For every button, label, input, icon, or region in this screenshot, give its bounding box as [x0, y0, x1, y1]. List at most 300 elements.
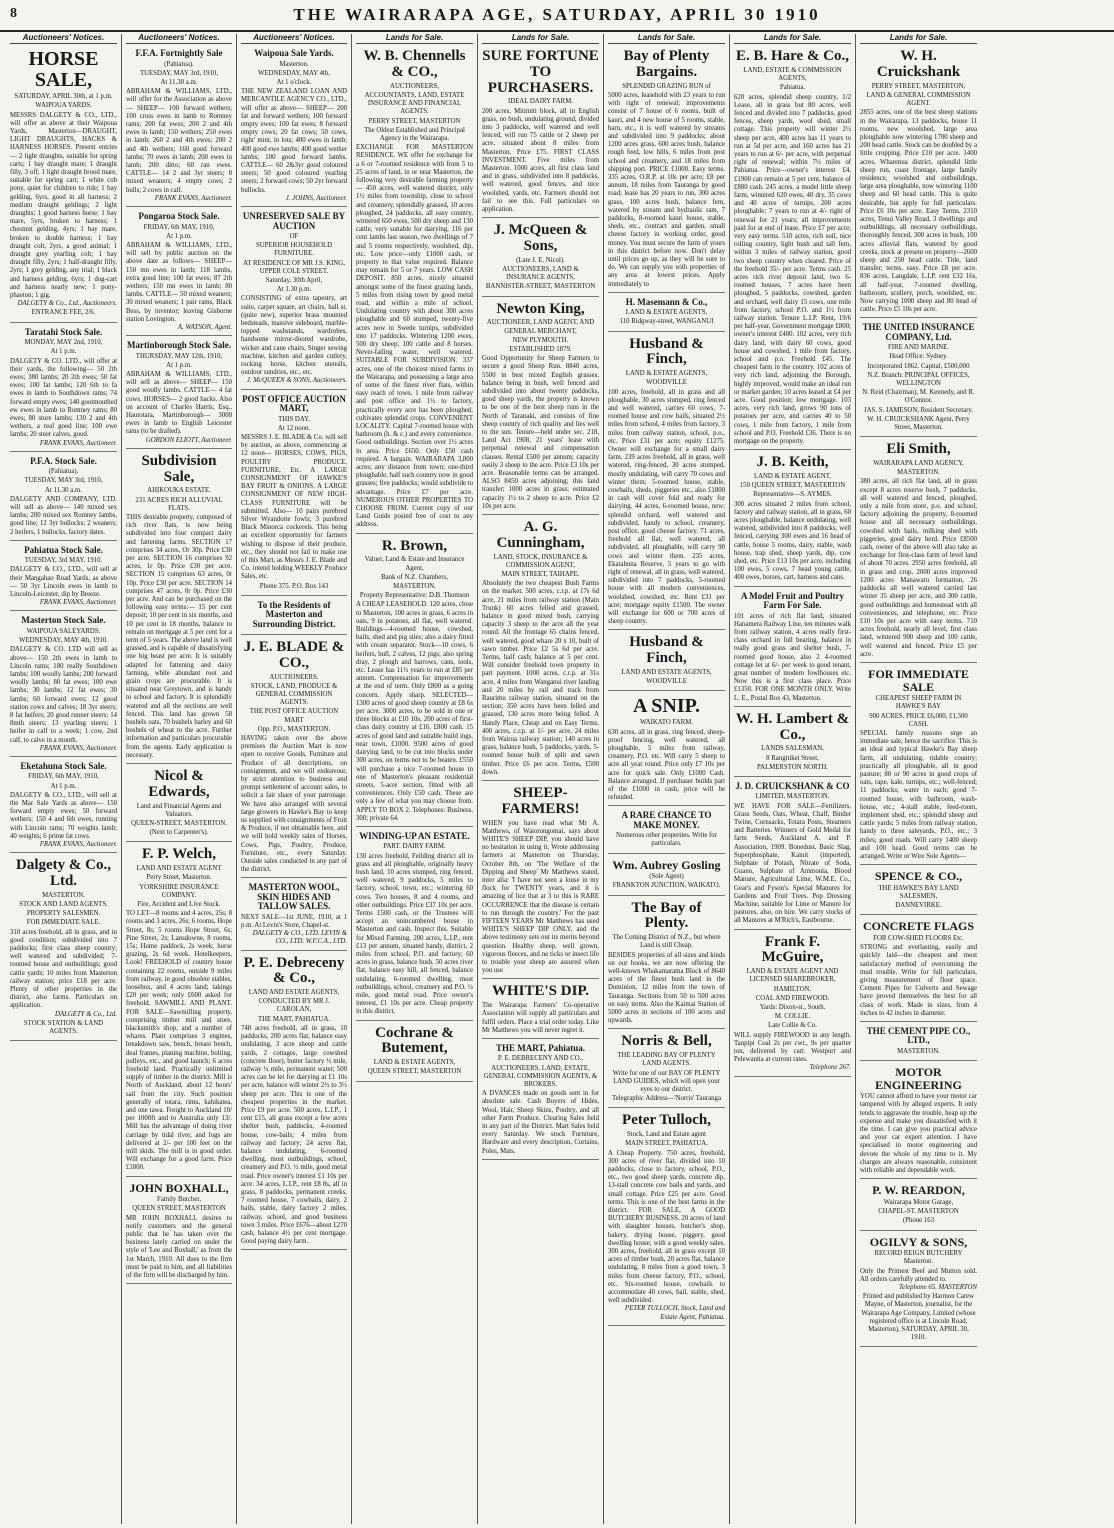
ad-signature: Telephone 267.	[809, 1064, 851, 1072]
advertisement	[241, 209, 347, 390]
ad-body: Absolutely the two cheapest Bush Farms on the market. 500 acres, c.r.p. at 17s 6d acre, 21 miles from railway station (Main Trunk) 60 acres felled and grassed, balance in good mixed bush, carrying capacity 3 sheep to the acre all the year round. All the frontage 65 chains fenced, well watered, good whare 20 x 10, built of sawn timber. Price £2 5s 6d per acre. Terms, half cash; balance at 5 per cent. Will consider freehold town property in part payment. 1000 acres, c.r.p. at 31s acre, 4 miles from Wanganui river landing and 20 miles by rail and track from Raurimu railway station, situated on the section; 350 acres have been felled and grassed, 130 acres more being felled. A Handy Place, Cheap and on Easy Terms. 400 acres, c.r.p. at 1/- per acre, 24 miles from Wairoa railway station; 140 acres in grass, balance bush, 5 paddocks, yards, 5-roomed house built of split and sawn timber. Price £6 per acre. Terms, £500 down.	[482, 580, 599, 776]
ad-body: CONSISTING of extra tapestry, art suite, carpet square, art chairs, hall st. (quite new), superior brass mounted bedsteads, massive sideboard, marble-topped washstands, wardrobes, handsome mirror-doored wardrobe, wicker and cane chairs, Singer sewing machine, kitchen and garden cutlery, rocking horse, kitchen utensils, outdoor sundries, etc., etc.	[241, 295, 347, 377]
advertisement	[10, 325, 117, 452]
ad-subline: Head Office: Sydney.	[889, 353, 948, 361]
ad-subline: At 1 p.m.	[50, 348, 77, 356]
advertisement	[608, 46, 725, 293]
ad-title: Waipoua Sale Yards.	[254, 48, 334, 59]
ad-body: 748 acres freehold, all in grass, 10 paddocks, 200 acres flat, balance easy undulating, 3 acre sheep and cattle yards, 2 cottages, large cowshed (concrete floor), butter factory ½ mile, railway ¼ mile, permanent water; 500 acres can be let for dairying at £1 10s per acre, balance will winter 2½ to 3½ sheep per acre. This is one of the cheapest properties in the market. Price £9 per acre. 500 acres, L.I.P., 1 cent £15, all grass except a few acres shelter bush, paddocks, 4-roomed house, cow-bails; 4 miles from railway and factory; 24 acres flat, balance undulating, 6-roomed dwelling, most outbuildings, school, creamery and P.O. ½ mile, good metal road. Price owner's interest £1 10s per acre. 34 acres, L.I.P., rent £8 8s, all in grass, 8 paddocks, permanent creeks, 7 roomed house, 7 cowbails, dairy, 2 bails, stable, dairy factory 2 miles, railway, school, and good business town 3 miles. Price £676—about £270 cash, balance 4½ per cent mortgage. Good paying dairy farm.	[241, 1024, 347, 1246]
ad-title: E. B. Hare & Co.,	[735, 48, 850, 65]
ad-body: ABRAHAM & WILLIAMS, LTD., will offer for the Association as above— SHEEP— 100 forward wethers; 100 cross ewes in lamb to Romney rams; 200 fat ewes; 200 2 and 4th ewes in lamb; 150 wethers; 250 ewes in lamb; 260 2 and 4th ewes; 200 2 and 4th wethers; 160 good forward lambs; 70 ewes in lamb; 200 ewes in lamb; 200 ditto; 60 ran ewes. CATTLE— 14 2 and 3yr steers; 8 mixed weaners; 4 empty cows; 2 bulls; 2 cows in calf.	[126, 88, 232, 194]
ad-subline: Family Butcher,	[157, 1196, 201, 1204]
advertisement	[608, 632, 725, 691]
ad-subline: LAND & ESTATE AGENTS,	[625, 309, 708, 317]
ad-subline: LAND AND ESTATE AGENTS,	[621, 668, 712, 676]
ad-subline: AT RESIDENCE OF MR J.S. KING, UPPER COLE STREET.	[243, 259, 345, 275]
advertisement	[608, 1110, 725, 1325]
ad-body: 380 acres, all rich flat land, all in grass except 8 acres reserve bush, 7 paddocks, all well watered and fenced, ploughed, only a mile from store, p.o. and school, factory adjoining the property, 8-roomed house and all necessary outbuildings, cowshed with bails, milking shed with piggeries, good dairy herd. Price £8500 cash, owner of the above will also take as exchange for first-class farm of level land of about 70 acres. 2950 acres freehold, all in grass and crop, 2000 acres improved 1200 acres Manawatu formation, 26 paddocks all well watered carried last winter 35 sheep per acre, and 300 cattle, good outbuildings and homestead with all conveniences, and telephone, etc. Price £10 10s per acre with easy terms. 710 acres freehold, nearly all level, first class land, wintered 900 sheep and 100 cattle, well watered and fenced. Price £5 per acre.	[860, 478, 977, 658]
advertisement	[126, 209, 232, 336]
ad-subline: The Oldest Established and Principal Agency in the Wairarapa.	[364, 126, 465, 142]
advertisement	[482, 46, 599, 218]
ad-subline: MAIN STREET, TAIHAPE.	[501, 570, 580, 578]
ad-subline: HAMILTON.	[773, 985, 812, 993]
ad-subline: TUESDAY, 3rd MAY, 1910.	[24, 557, 103, 565]
ad-title: J. B. Keith,	[756, 454, 829, 471]
advertisement	[356, 1023, 473, 1082]
ad-title: Taratahi Stock Sale.	[24, 326, 103, 337]
ad-title: HORSE SALE,	[28, 48, 99, 92]
advertisement	[126, 338, 232, 449]
ad-title: J. D. CRUICKSHANK & CO	[735, 780, 850, 791]
ad-title: Newton King,	[496, 300, 585, 317]
ad-subline: MONDAY, MAY 2nd, 1910,	[24, 339, 103, 347]
ad-subline: At 1.30 p.m.	[276, 286, 312, 294]
ad-title: Eketahuna Stock Sale.	[20, 760, 107, 771]
ad-title: F. P. Welch,	[141, 846, 217, 863]
ad-subline: NEW PLYMOUTH.	[512, 336, 569, 344]
ad-subline: AUCTIONEERS, LAND & INSURANCE AGENTS,	[502, 266, 579, 282]
page-number: 8	[10, 6, 17, 21]
ad-subline: PART. DAIRY FARM.	[383, 843, 446, 851]
column-6	[603, 34, 729, 1524]
ad-subline: At 1 p.m.	[166, 232, 192, 240]
advertisement	[482, 220, 599, 296]
advertisement	[356, 46, 473, 533]
advertisement	[608, 693, 725, 806]
ad-subline: MASTERTON.	[393, 583, 436, 591]
ad-subline: THE LEADING BAY OF PLENTY LAND AGENTS.	[617, 1052, 716, 1068]
ad-subline: Valuer, Land & Estate and Insurance Agent,	[364, 556, 465, 572]
ad-title: Martinborough Stock Sale.	[126, 340, 232, 351]
ad-title: Pongaroa Stock Sale.	[138, 211, 220, 222]
advertisement	[482, 1041, 599, 1160]
ad-subline: 8 Rangitikei Street,	[766, 754, 819, 762]
ad-subline: THE HAWKE'S BAY LAND SALESMEN,	[878, 884, 959, 900]
ad-subline: LAND & ESTATE AGENTS,	[625, 370, 708, 378]
advertisement	[10, 613, 117, 756]
ad-title: Eli Smith,	[886, 441, 951, 458]
ad-body: SPECIAL family reasons urge an immediate sale, hence the sacrifice. This is an ideal and typical Hawke's Bay sheep farm, all undulating, ridable country; practically all ploughable, all in good pasture; 80 or 90 acres in good crops of oats, rape, kale, turnips, etc.; well-fenced; 11 paddocks; water in each; good 7-roomed house, with bathroom, wash-house, etc.; 4-stall stable, feed-room, implement shed, etc.; splendid sheep and cattle yards; 5 miles from railway station, handy to three saleyards, P.O., etc.; 3 miles; good roads. Will carry 1400 sheep and 100 head. Good terms can be arranged. Write or Wire Sole Agents—	[860, 729, 977, 860]
ad-subline: WAIPOUA YARDS.	[35, 102, 92, 110]
advertisement	[860, 665, 977, 865]
ad-subline: WOODVILLE	[646, 379, 687, 387]
ad-subline: P. E. DEBRECENY AND CO.,	[497, 1055, 584, 1063]
ad-body: 300 acres situated 2 miles from school, factory and railway station, all in grass, 60 acres ploughable, balance undulating, well watered, subdivided into 8 paddocks, well fenced, carrying 300 ewes and 16 head of cattle, house 5 rooms, dairy, stable, wash house, trap shed, sheep yards, dip, cow shed, etc. Price £13 10s per acre, including 100 ewes, 5 cows, 7 head young cattle, 400 ewes, horses, cart, harness and cans.	[734, 500, 851, 582]
advertisement	[734, 589, 851, 707]
ad-subline: Late Collie & Co.	[768, 1022, 817, 1030]
ad-body: TO LET—8 rooms and 4 acres, 25s; 8 rooms and 3 acres, 26s; 6 rooms, Hope Street, 8s; 5 rooms Hope Street, 6s; Pine Street, 2s; Lansdowne, 8 rooms, 15s; Home paddock, 2s week; horse grazing, 2s 6d week. Hotelkeepers, Look! FREEHOLD of country house containing 22 rooms, outside 9 miles from railway, in good obsolete stables, loosebox, and 4 acres land; takings £20 per week; only £600 asked for freehold. SAWMILL AND PLANT. FOR SALE—Sawmilling property, comprising timber mill and store, blacksmith's shop, and a number of whares. Plant comprises 3 engines, breakdown saw, bench, breast bench, deal frames, planing machine, bolting, pulleys, etc., and good launch; 6 acres freehold land. Practically unlimited supply of timber in the district. Mill is North of Auckland, about 12 hours' sail from the city. Such position generally of totara, rimu, kahikatea, and one tawa. Freight to Auckland 10/ per 1000ft and to Australia only 13/. Mill has the advantage of doing river carriage by tidal river, and logs are delivered at 2/- per 100 feet on the mill skids. The mill is in good order. Will exchange for a good farm. Price £1800.	[126, 910, 232, 1172]
ad-footnote: STOCK STATION & LAND AGENTS.	[23, 1019, 104, 1035]
ad-title: Subdivision Sale,	[141, 452, 217, 485]
ad-subline: CHAPEL-ST. MASTERTON	[878, 1208, 959, 1216]
advertisement	[860, 320, 977, 437]
advertisement	[860, 1181, 977, 1230]
ad-body: 5000 acres, leasehold with 23 years to run with right of renewal; improvements consist of 7 house of 6 rooms, built of kauri, and 4 new house of 5 rooms, stable, barn, etc., it is well watered by streams and subdivided into 9 paddocks; about 1200 acres grass, 600 acres bush, balance rough feed, low hills, 6 miles from post school and creamery, and 18 miles from shipping port. PRICE £1000. Easy terms. 335 acres, O.R.P. at 10s per acre; £8 per annum, 18 miles from Tauranga by good road; lease has 20 years to run, 300 acres grass, 100 acres bush, balance fern, watered by stream and hydraulic ram, 7 paddocks, 8-roomed kauri house, stable, sheds, etc., contract and garden, small cheese factory in working order, good money. You must secure the farm of yours in this district before now. Don't delay until prices go up, as they will be sure to do. We can supply you with properties of any area at lowest prices. Apply immediately to	[608, 91, 725, 288]
advertisement	[860, 917, 977, 1022]
advertisement	[241, 637, 347, 878]
ad-subline: PROPERTY SALESMEN.	[26, 910, 101, 918]
ad-title: J. E. BLADE & CO.,	[243, 639, 345, 671]
ad-title: MOTOR ENGINEERING	[875, 1065, 962, 1092]
ad-title: A RARE CHANCE TO MAKE MONEY.	[621, 810, 712, 830]
ad-title: Bay of Plenty Bargains.	[623, 48, 710, 80]
advertisement	[241, 46, 347, 207]
ad-body: ABRAHAM & WILLIAMS, LTD., will sell as above— SHEEP— 150 good woolly lambs. CATTLE— 4 fat cows. HORSES— 2 good hacks. Also on account of Charles Harris, Esq., Hautotara, Martinborough— 3000 ewes in lamb to English Leicester rams (to be drafted).	[126, 371, 232, 436]
newspaper-title: THE WAIRARAPA AGE, SATURDAY, APRIL 30 1910	[293, 5, 821, 24]
ad-subline: FRIDAY, 6th MAY, 1910,	[143, 223, 215, 231]
ad-subline: QUEEN-STREET, MASTERTON.	[131, 819, 227, 827]
ad-subline: PERRY STREET, MASTERTON	[368, 117, 461, 125]
ad-body: 130 acres freehold, Feilding district all in grass and all ploughable, originally heavy bush land, 10 acres stumped, ring fenced, well watered, 9 paddocks, 5 miles to factory, school, town, etc.; wintering 60 cows. Two houses, 8 and 4 rooms, and other outbuildings. Price £37 10s per acre. Terms £500 cash, or the Trustees will accept an unincumbered house in Masterton and cash. Inspect this. Suitable for Mixed Farming. 200 acres, L.I.P., rent £13 per annum, situated handy, district, 2 miles from school, P.O. and factory; 60 acres in grass, balance bush. 50 acres river flat, balance easy hill, all fenced, balance undulating, 6-roomed dwelling, most outbuildings, school, creamery and P.O. ½ mile, good metal road. Price owner's interest, £1 10s per acre. Cheap property in this district.	[356, 852, 473, 1016]
ad-title: P.F.A. Stock Sale.	[30, 455, 97, 466]
ad-title: J. McQueen & Sons,	[493, 222, 588, 255]
ad-signature: GORDON ELIOTT, Auctioneer.	[145, 436, 232, 444]
advertisement	[241, 392, 347, 596]
ad-subline: LAND & ESTATE AGENT AND LICENSED SHAREBROKER,	[746, 968, 839, 984]
ad-title: THE CEMENT PIPE CO., LTD.,	[866, 1026, 971, 1046]
ad-subline: (Pahiatua).	[48, 468, 79, 476]
advertisement	[126, 1179, 232, 1285]
ad-body: WILL supply FIREWOOD in any length. Tanpipi Coal 2s per cwt., 9s per quarter ton, delivered by cart. Westport and Pelewanita at current rates.	[734, 1031, 851, 1064]
ad-signature: J. JOHNS, Auctioneer.	[285, 194, 347, 202]
ad-title: A SNIP.	[632, 695, 701, 718]
column-header: Auctioneers' Notices.	[10, 34, 117, 44]
ad-title: Dalgety & Co., Ltd.	[16, 857, 111, 889]
ad-title: Nicol & Edwards,	[148, 768, 210, 800]
ad-subline: WEDNESDAY, MAY 4th,	[257, 69, 330, 77]
ad-subline: FOR COW-SHED FLOORS Etc.	[873, 934, 964, 942]
ad-subline: Numerous other properties. Write for particulars.	[616, 832, 717, 848]
ad-subline: WAIRARAPA LAND AGENCY,	[873, 460, 964, 468]
ad-title: UNRESERVED SALE BY AUCTION	[242, 211, 346, 231]
ad-body: 620 acres, splendid sheep country, 1/2 Lease, all in grass but 80 acres, well fenced and divided into 7 paddocks, good fences, sheep yards, wool shed, small cottage. This property will winter 2½ sheep per acre, 400 acres has 11 years to run at 5d per acre, and 160 acres has 21 years to run at 6/- per acre, with perpetual right of renewal; within 7½ miles of Pahiatua. Price—owner's interest £4, £1900 can remain at 5 per cent, balance of £880 cash. 245 acres, a model little sheep farm, wintered 620 ewes, 40 dry, 35 cows and 40 acres of turnips, 200 acres ploughable; 7 years to run at 4/- right of renewal for 21 years; all improvements paid for at end of lease. Price £7 per acre; very easy terms. 510 acres, rich soil, nice rolling country, light bush and tall fern, within 3 miles of railway station, good two sheep country when cleared. Price of the freehold 35/- per acre. Terms cash. 25 acres rich river deposit land, two 6-roomed houses, 7 acres have been ploughed, 5 paddocks, cowshed, garden and orchard, well dairy 15 cows, one mile from factory, school P.O. and 1½ from railway station. Tenure L.I.P. Rent, 19/6 per half-year, Government mortgage £800; owner's interest £400. 102 acres, very rich dairy land, with dairy 60 cows, good house and cowshed, 1 mile from factory, school and p.o. Freehold £45. The cheapest farm in the country. 102 acres of very rich land, adjoining the Borough, highly improved, would make an ideal run or market garden; 10 acres leased at £4 per acre. Good position; low mortgage. 103 acres, very rich land, grows 90 tons of potatoes per acre, and carries 40 to 50 cows, 1 mile from factory, 1 mile from school and P.O. Freehold £36. There is no mortgage on the property.	[734, 93, 851, 446]
ad-title: To the Residents of Masterton and Surrounding District.	[252, 599, 336, 629]
ad-subline: RECORD REIGN BUTCHERY Masterton.	[874, 1250, 963, 1266]
advertisement	[10, 759, 117, 853]
ad-subline: 150 QUEEN STREET, MASTERTON	[739, 482, 846, 490]
ad-subline: SUPERIOR HOUSEHOLD FURNITURE.	[255, 242, 333, 258]
ad-subline: ESTABLISHED 1879.	[509, 345, 572, 353]
ad-subline: W. H. CRUICKSHANK Agent, Perry Street, Masterton.	[867, 415, 970, 432]
ad-subline: FRIDAY, 6th MAY, 1910,	[28, 773, 99, 781]
ad-subline: M. COLLIE.	[774, 1013, 811, 1021]
advertisement	[241, 598, 347, 635]
ad-title: Cochrane & Butement,	[375, 1024, 454, 1057]
ad-subline: Land and Financial Agents and Valuators.	[136, 802, 222, 818]
ad-subline: MASTERTON.	[42, 891, 85, 899]
ad-subline: At 1 p.m.	[166, 361, 192, 369]
advertisement	[241, 953, 347, 1251]
ad-subline: WAIPOUA SALEYARDS.	[26, 627, 101, 635]
ad-subline: At 1 p.m.	[50, 782, 77, 790]
ad-subline: Property Representative: D.B. Thomson	[359, 592, 470, 600]
ad-subline: LAND AND ESTATE AGENT	[136, 865, 222, 873]
ad-title: SPENCE & CO.,	[874, 869, 963, 884]
ad-subline: AUCTIONEERS, LAND, ESTATE, GENERAL COMMISSION AGENTS, & BROKERS.	[483, 1064, 598, 1088]
ad-body: DALGETY & CO. LTD will sell as above— 150 2th ewes in lamb to Lincoln rams; 180 really Southdown lambs; 100 woolly lambs; 200 forward woolly lambs; 80 fat ewes; 100 ewe lambs; 30 lambs; 12 fat ewes; 30 lambs; 60 forward ewes; 12 good station cows and calves; 18 3yr steers; 8 fat heifers; 20 good runner steers; 14 8mth steers; 13 yearling steers; 1 heifer in calf to a week; 1 cow, 2nd calf, to calve in a month.	[10, 646, 117, 744]
advertisement	[734, 452, 851, 586]
advertisement	[860, 867, 977, 915]
ad-signature: FRANK EVANS, Auctioneer.	[39, 744, 117, 752]
ad-footnote: ENTRANCE FEE, 2/6.	[31, 309, 96, 317]
ad-subline: LAND & GENERAL COMMISSION AGENT.	[866, 91, 971, 108]
ad-subline: LAND, ESTATE & COMMISSION AGENTS,	[743, 66, 842, 83]
ad-subline: QUEEN STREET, MASTERTON	[367, 1068, 462, 1076]
ad-body: WHEN you have read what Mr A. Matthews, of Waiorongomai, says about WHITE'S SHEEP DIP, you should have no hesitation in using it. Wrote addressing farmers at Masterton on Thursday, October 8th, on 'The Welfare of the Dipping and Sheep' Mr Matthews stated, inter alia: 'I have not seen a louse in my flock for TWENTY years, and it is amazing of lice that at 3 to this is RARE OCCURRENCE that the disease is certain to run through the country.' For the past FIFTEEN YEARS Mr Matthews has used WHITE'S SHEEP DIP ONLY, and the above testimony sets out its merits beyond question. Healthy sheep, well grown, vigorous fleeces, and no ticks or insect life to trouble your sheep are assured when you use	[482, 819, 599, 975]
ad-signature: FRANK EVANS, Auctioneer.	[39, 439, 117, 447]
advertisement	[860, 1233, 977, 1348]
ad-signature: FRANK EVANS, Auctioneer.	[154, 194, 232, 202]
ad-body: 630 acres, all in grass, ring fenced, sheep-proof fencing, well watered, all ploughable, 5 miles from railway, creamery, P.O. etc. Will carry 5 sheep to acre all year round. Price only £7 10s per acre for quick sale. Only £1000 Cash. Balance arranged. If purchaser builds part of the £1000 in cash, price will be refunded.	[608, 728, 725, 802]
ad-subline: ACCOUNTANTS, LAND, ESTATE INSURANCE AND FINANCIAL AGENTS.	[364, 91, 465, 116]
ad-title: Husband & Finch,	[629, 634, 704, 667]
ad-subline: Perry Street, Masterton.	[146, 874, 212, 882]
ad-signature: DALGETY & Co., Ltd., Auctioneers.	[17, 300, 117, 308]
ad-subline: STOCK, LAND, PRODUCE & GENERAL COMMISSION AGENTS.	[250, 682, 338, 707]
ad-body: NEXT SALE—1st JUNE, 1910, at 1 p.m. At Levin's Store, Chapel-st.	[241, 913, 347, 929]
ad-subline: (Sole Agent)	[649, 873, 684, 881]
ad-title: Husband & Finch,	[629, 335, 704, 368]
ad-body: EXCHANGE FOR MASTERTON RESIDENCE. WE offer for exchange for a 6 or 7-roomed residence with from 5 to 25 acres of land, in or near Masterton, the following very desirable farming property— 450 acres, well watered district, only 1½ miles from township, close to school and creamery, splendidly grassed, 10 acres ploughed, 24 paddocks, all easy country, wintered 650 ewes, 500 dry sheep and 130 cattle, very suitable for dairying, 116 per cent lambs last season, two dwellings of 7 and 5 rooms respectively, woolshed, dip, etc. Low price—only £1000 cash, or property to that value required. Balance may remain for 5 or 7 years. LOW CASH DEPOSIT. 850 acres, nicely situated amongst some of the finest grazing lands, 5 miles from rising town by good metal road, and within a mile of school. Undulating country with about 300 acres ploughable and 60 stumped, twenty-five acres now in Swede turnips, subdivided into 17 paddocks. Wintering 1200 ewes, 500 dry sheep, 100 cattle and 8 horses. Never-failing water, well watered. SUITABLE FOR SUBDIVISION. 337 acres, one of the choicest mixed farms in the Wairarapa, and possessing a large area of some of the finest river flats, within easy reach of town, 1 mile from railway and post office and 1½ to factory, practically every acre has been ploughed, cultivates splendid crops. CONVENIENT LOCALITY. Capital 7-roomed house with bathroom (h. & c.) and every convenience. Good outbuildings. Section over 1½ acres in area. Price £650. Only £50 cash required. A bargain. WAIRARAPA 3,800 acres; any distance from town; one-third ploughable, half such country now in good grasses; five paddocks; would subdivide to advantage. Price £7 per acre. NUMEROUS OTHER PROPERTIES TO CHOOSE FROM. Current copy of our Land Guide posted free of cost to any address.	[356, 144, 473, 529]
column-header: Lands for Sale.	[356, 34, 473, 44]
ad-body: A Cheap Property. 750 acres, freehold, 300 acres of river flat, divided into 10 paddocks, close to factory, school, P.O., etc., two good sheep yards, concrete dip, 13-stall concrete cow bails and yards, and small cottage. Price £25 per acre. Good terms. This is one of the best farms in the district. FOR SALE, A GOOD BUTCHERY BUSINESS. 20 acres of land with slaughter houses, butcher's shop, bakery, drying house, piggery, good dwelling house; with a good weekly sales. 300 acres, freehold, all in grass except 10 acres of timber bush, 20 acres flat, balance undulating, 8 miles from a good town, 3 miles from cheese factory, P.O., school, etc. Six-roomed house, cowbails to accommodate 40 cows, bail, stable, shed, well subdivided.	[608, 1149, 725, 1305]
ad-subline: WOODVILLE	[646, 678, 687, 686]
advertisement	[860, 439, 977, 663]
masthead	[0, 0, 1114, 32]
ad-subline: At 11.30 a.m.	[160, 79, 198, 87]
column-container	[6, 34, 1110, 1524]
ad-subline: Saturday, 30th April,	[265, 276, 323, 284]
column-3	[236, 34, 351, 1524]
ad-subline: TUESDAY, MAY 3rd, 1910,	[24, 477, 103, 485]
ad-subline: YORKSHIRE INSURANCE COMPANY.	[139, 883, 219, 899]
column-header: Auctioneers' Notices.	[241, 34, 347, 44]
advertisement	[608, 334, 725, 631]
advertisement	[608, 856, 725, 896]
ad-body: ABRAHAM & WILLIAMS, LTD., will sell by public auction on the above date as follows— SHEEP— 150 mn ewes in lamb; 118 lambs, extra good line; 100 fat ewes; 87 2th wethers; 150 mn ewes in lamb; 80 lambs. CATTLE— 50 mixed weaners; 30 mixed weaners; 1 pair rams, Black Bess, by inventor; leaving Gisborne station Lovington.	[126, 241, 232, 323]
advertisement	[241, 880, 347, 950]
advertisement	[608, 898, 725, 1030]
ad-subline: Yards: Dixon-st., South.	[759, 1003, 826, 1011]
ad-signature: DALGETY & Co., Ltd.	[55, 1010, 117, 1018]
ad-subline: THURSDAY, MAY 12th, 1910,	[135, 352, 223, 360]
column-2	[121, 34, 236, 1524]
ad-subline: BANNISTER-STREET, MASTERTON	[485, 283, 596, 291]
ad-subline: MASTERTON.	[897, 469, 940, 477]
column-header: Auctioneers' Notices.	[126, 34, 232, 44]
ad-subline: LAND AND ESTATE AGENTS,	[248, 989, 340, 997]
ad-subline: OF	[289, 232, 299, 240]
ad-body: YOU cannot afford to have your motor car tampered with by alleged experts. It only tends to aggravate the trouble, heap up the expense and make you dissatisfied with it the time. I can give you practical advice and your car expert attention. I have specialised in motor engineering and devote the whole of my time to it. My charges are always reasonable, consistent with reliable and dependable work.	[860, 1093, 977, 1175]
advertisement	[608, 808, 725, 853]
ad-title: THE MART, Pahiatua.	[495, 1042, 586, 1053]
ad-subline: CHEAPEST SHEEP FARM IN HAWKE'S BAY	[875, 695, 962, 711]
ad-subline: QUEEN STREET, MASTERTON	[132, 1205, 226, 1213]
ad-body: 101 acres of rich flat land, situated Hanamera Railway Line, ten minutes walk from railway station, 4 acres really first-class orchard in full bearing, balance in really good grass and shelter bush, 7-roomed good house, also 2 4-roomed cottage let at 6/- per week to good tenant, great number of modern fowlhouses etc. Now this is a first class place. Price £1350. FOR ONE MONTH ONLY. Write L. E., Postal Box 43, Masterton.	[734, 612, 851, 702]
ad-title: R. Brown,	[381, 537, 448, 554]
ad-title: Pahiatua Stock Sale.	[24, 544, 103, 555]
ad-signature: A. WATSON, Agent.	[177, 323, 232, 331]
ad-subline: SPLENDID GRAZING RUN of	[622, 82, 711, 90]
ad-subline: LAND, STOCK, INSURANCE & COMMISSION AGENT,	[493, 553, 588, 569]
ad-title: W. H. Cruickshank	[876, 48, 961, 80]
ad-subline: LIMITED, MASTERTON.	[755, 793, 830, 801]
ad-subline: 231 ACRES RICH ALLUVIAL FLATS.	[135, 496, 223, 512]
ad-subline: AHIKOUKA ESTATE.	[147, 487, 211, 495]
ad-subline: FIRE AND MARINE.	[888, 344, 949, 352]
ad-title: POST OFFICE AUCTION MART,	[242, 393, 346, 414]
ad-signature: PETER TULLOCH, Stock, Land and Estate Agent, Pahiatua.	[624, 1305, 725, 1321]
ad-subline: Fire, Accident and Live Stock.	[137, 900, 221, 908]
ad-subline: The Coming District of N.Z., but where Land is still Cheap.	[612, 934, 721, 950]
advertisement	[482, 517, 599, 781]
ad-title: P. W. REARDON,	[872, 1183, 965, 1198]
ad-subline: MASTERTON.	[897, 1047, 940, 1055]
ad-body: A DVANCES made on goods sent in for absolute sale. Cash Buyers of Hides, Wool, Hair, Sheep Skins, Poultry, and all other Farm Produce. Clearing Sales held in any part of the District. Mart Sales held every Saturday. We stock Furniture, Hardware and every description, Curtains, Poles, Mats.	[482, 1090, 599, 1155]
ad-subline: PALMERSTON NORTH.	[757, 763, 828, 771]
ad-body: 310 acres freehold, all in grass, and in good condition; subdivided into 7 paddocks; first class sheep country; well watered and subdivided; 7-roomed house and outbuildings; good cattle yards; 10 miles from Masterton railway station; price £18 per acre. Plenty of other properties in the district, also farms. Particulars on application.	[10, 928, 117, 1010]
ad-subline: STOCK AND LAND AGENTS.	[19, 900, 108, 908]
ad-title: Frank F. McGuire,	[761, 933, 824, 966]
ad-subline: (Next to Carpenter's).	[149, 829, 209, 837]
ad-body: 2855 acres, one of the best sheep stations in the Wairarapa, 13 paddocks, house 11 rooms, new woolshed, large area ploughable now wintering 1700 sheep and 200 head cattle. Stock can be doubled by a little cropping. Price £10 per acre. 1400 acres, Wharenua district, splendid little sheep run, coast frontage, large family residence, woolshed and outbuildings, large area ploughable, now wintering 1100 sheep and 60 head cattle. This is quite desirable, but apply for full particulars. Price £6 10s per acre. Easy Terms. 2310 acres, Tenui Valley Road, 3 dwellings and outbuildings, all necessary outbuildings, thoroughly fenced, 300 acres in bush, 100 acres alluvial flats, watered by good creeks, stock at present on property—2600 sheep and 250 head cattle. Title, land transfer; terms, easy. Price £8 per acre. 836 acres, Langdale, L.I.P. rent £32 16s, all half-year, 7-roomed dwelling, bathroom, scullery, porch, woolshed, etc. Now carrying 1000 sheep and 80 head of cattle. Price £5 10s per acre.	[860, 109, 977, 314]
ad-subline: Wairarapa Motor Garage,	[883, 1198, 954, 1206]
ad-title: OGILVY & SONS,	[869, 1234, 968, 1249]
advertisement	[126, 844, 232, 1176]
ad-signature: FRANK EVANS, Auctioneer.	[39, 841, 117, 849]
ad-title: W. B. Chennells & CO.,	[363, 48, 466, 80]
column-4	[351, 34, 477, 1524]
ad-subline: SATURDAY, APRIL 30th, at 1 p.m.	[14, 93, 113, 101]
advertisement	[608, 1031, 725, 1108]
column-header: Lands for Sale.	[608, 34, 725, 44]
ad-title: Norris & Bell,	[621, 1033, 712, 1050]
ad-title: Peter Tulloch,	[622, 1112, 711, 1129]
ad-title: A Model Fruit and Poultry Farm For Sale.	[741, 590, 844, 611]
ad-body: THIS desirable property, composed of rich river flats, is now being subdivided into four compact dairy and fattening farms. SECTION 17 comprises 34 acres, Or 30p. Price £30 per acre. SECTION 16 comprises 92 acres, 1r 0p. Price £30 per acre. SECTION 15 comprises 63 acres, 0r 10p. Price £30 per acre. SECTION 14 comprises 47 acres, 0r 0p. Price £30 per acre. And can be purchased on the following easy terms:— 15 per cent deposit; 10 per cent in six months, and 10 per cent in 18 months, balance to remain on mortgage at 5 per cent for a term of 5 years. The above land is well grassed, and is capable of dissatisfying one big beast per acre. It is suitably adapted for fattening and dairy farming, while abundant root and grain crops are procurable. It is situated near Greytown, and is handy to school and factory. It is splendidly watered and all the sections are well fenced. This land has grown 58 bushels oats, 70 bushels barley and 60 bushels of wheat to the acre. Further information and particulars procurable from the agents. Early application is necessary.	[126, 513, 232, 759]
ad-subline: N. Reid (Chairman), M. Kennedy, and R. O'Connor.	[862, 389, 975, 405]
ad-subline: TUESDAY, MAY 3rd, 1910,	[139, 69, 219, 77]
ad-subline: At 12 noon.	[277, 424, 311, 432]
ad-subline: PERRY STREET, MASTERTON,	[871, 82, 966, 90]
advertisement	[10, 454, 117, 541]
advertisement	[126, 46, 232, 207]
ad-title: SURE FORTUNE TO PURCHASERS.	[482, 48, 599, 96]
ad-subline: LAND & ESTATE AGENT,	[753, 473, 832, 481]
ad-subline: Write for one of our BAY OF PLENTY LAND GUIDES, which will open your eyes to our district.	[612, 1069, 721, 1093]
ad-title: F.F.A. Fortnightly Sale	[135, 48, 223, 59]
ad-title: H. Masemann & Co.,	[625, 296, 708, 307]
column-5	[477, 34, 603, 1524]
column-7	[729, 34, 855, 1524]
ad-subline: THE POST OFFICE AUCTION MART	[249, 708, 339, 724]
ad-subline: THIS DAY.	[278, 415, 310, 423]
ad-title: SHEEP-FARMERS!	[501, 785, 580, 817]
ad-subline: FRANKTON JUNCTION, WAIKATO.	[612, 882, 721, 890]
ad-body: BESIDES properties of all sizes and kinds on our books, we are now offering the well-known Whakamarama Block of 8640 acres of the finest bush land in the Dominion, 12 miles from the town of Tauranga. Sections from 50 to 500 acres on easy terms. Also the Kaimai Station of 5000 acres in sections of 100 acres and upwards.	[608, 951, 725, 1025]
advertisement	[356, 536, 473, 827]
ad-subline: 110 Ridgway-street, WANGANUI	[619, 318, 714, 326]
ad-subline: Stock, Land and Estate agent	[626, 1131, 707, 1139]
advertisement	[126, 451, 232, 764]
ad-body: HAVING taken over the above premises the Auction Mart is now open to receive Goods, Furniture and Produce of all descriptions, on consignment, and we will endeavour, by strict attention to business and prompt settlement of account sales, to solicit a fair share of your patronage. We have also arranged with several large growers in Hawke's Bay to keep us supplied with consignments of Fruit & Produce, if not obtainable here, and we will hold weekly sales of Horses, Cows, Pigs, Poultry, Produce, Furniture, etc., every Saturday. Outside sales conducted in any part of the district.	[241, 735, 347, 874]
ad-title: W. H. Lambert & Co.,	[735, 710, 850, 743]
advertisement	[860, 1024, 977, 1061]
ad-title: The Bay of Plenty.	[631, 899, 702, 932]
ad-subline: LANDS SALESMAN,	[761, 745, 824, 753]
ad-title: Wm. Aubrey Gosling	[612, 857, 721, 872]
ad-subline: Pahiatua.	[779, 84, 806, 92]
ad-subline: WEDNESDAY, MAY 4th, 1910.	[19, 637, 108, 645]
ad-subline: CONDUCTED BY MR J. CAROLAN,	[258, 998, 330, 1014]
ad-subline: WAIKATO FARM.	[640, 719, 693, 727]
advertisement	[482, 299, 599, 515]
ad-title: WINDING-UP AN ESTATE.	[359, 830, 470, 841]
ad-title: MASTERTON WOOL, SKIN HIDES AND TALLOW SALES.	[248, 882, 340, 912]
ad-subline: Incorporated 1862. Capital, £500,000	[867, 362, 970, 370]
ad-subline: (Phone 163	[902, 1217, 935, 1225]
advertisement	[734, 779, 851, 930]
column-1	[6, 34, 121, 1524]
column-header: Lands for Sale.	[860, 34, 977, 44]
ad-title: FOR IMMEDIATE SALE	[868, 666, 969, 694]
ad-subline: LAND & ESTATE AGENTS,	[373, 1059, 456, 1067]
ad-subline: At 1 o'clock.	[276, 79, 312, 87]
ad-title: WHITE'S DIP.	[492, 983, 589, 1000]
ad-subline: N.Z. Branch: PRINCIPAL OFFICES, WELLINGTON	[867, 371, 970, 388]
ad-footnote: Phone 375. P.O. Box 143	[259, 582, 329, 590]
advertisement	[10, 543, 117, 612]
ad-signature: FRANK EVANS, Auctioneer.	[39, 599, 117, 607]
ad-subline: MAIN STREET, PAHIATUA.	[625, 1140, 708, 1148]
ad-body: Good Opportunity for Sheep Farmers to secure a good Sheep Run. 8840 acres, 5500 in best mixed English grasses, balance being in bush, well fenced and subdivided into about twenty paddocks, good sheep yards, the property is known to be one of the best sheep runs in the North of Taranaki, and consists of fine sheep country of rich quality and lies well to the sun. Tenure—held under sec. 218, Land Act 1908, 21 years' lease with perpetual renewal and compensation clauses. Rental £500 per annum; capacity easily 3 sheep to the acre. Price £3 10s per acre. Reasonable terms can be arranged. ALSO 8450 acres adjoining; this land transfer; 1000 acres in grass; estimated capacity 1½ to 2 sheep to acre. Price £2 10s per acre.	[482, 355, 599, 510]
column-8	[855, 34, 981, 1524]
advertisement	[10, 855, 117, 1041]
ad-subline: Masterton.	[279, 60, 309, 68]
ad-title: CONCRETE FLAGS	[862, 919, 975, 934]
ad-subline: COAL AND FIREWOOD.	[755, 994, 830, 1002]
ad-subline: 900 ACRES. PRICE £6,000, £1,500 CASH.	[869, 712, 968, 728]
ad-body: DALGETY & CO. LTD., will offer at their yards, the following— 50 2th ewes; 380 lambs; 20 2th ewes; 50 fat ewes; 100 fat lambs; 120 6th to fa ewes in lamb to Southdown rams; 74 forward empty ewes; 140 gootmouthed ew ewes in lamb to Romney rams; 80 ewes; 80 store lambs; 130 2 and 4th wethers, a real good line; 100 ewe lambs; 20 steer calves, good.	[10, 357, 117, 439]
ad-title: A. G. Cunningham,	[496, 519, 585, 551]
ad-subline: FOR IMMEDIATE SALE.	[26, 919, 101, 927]
ad-signature: Telephone 65. MASTERTON	[899, 1283, 977, 1291]
advertisement	[860, 1063, 977, 1179]
ad-signature: DALGETY & CO., LTD. LEVIN & CO., LTD. W.F.C.A., LTD.	[252, 930, 347, 946]
advertisement	[482, 981, 599, 1039]
column-header: Lands for Sale.	[482, 34, 599, 44]
ad-body: MESSRS J. E. BLADE & Co. will sell by auction, as above, commencing at 12 noon— HORSES, COWS, PIGS, POULTRY PRODUCE, FURNITURE, Etc. A LARGE CONSIGNMENT OF HAWKE'S BAY FRUIT & ONIONS. A LARGE CONSIGNMENT OF NEW HIGH-CLASS FURNITURE will be submitted. Also— 10 pairs purebred Silver Wyandotte fowls; 3 purebred Black Minorca cockerels. This being an excellent opportunity for farmers wishing to dispose of their produce, etc., they should not fail to make use of this Mart, as Messrs J. E. Blade and Co. intend holding WEEKLY Produce Sales, etc.	[241, 433, 347, 581]
advertisement	[356, 829, 473, 1021]
ad-subline: DANNEVIRKE.	[895, 902, 942, 910]
advertisement	[482, 783, 599, 979]
ad-title: JOHN BOXHALL,	[129, 1180, 229, 1195]
ad-body: WE HAVE FOR SALE—Fertilizers, Grass Seeds, Oats, Wheat, Chaff, Binder Twine, Cornsacks, Totara Posts, Steamers and Batteries. Winners of Gold Medal for farm Seeds, Auckland A. and P. Association, 1909. Bonedust, Basic Slag, Superphosphate, Kainit (imported), Sulphate of Potash, Nitrate of Soda, Guano, Sulphate of Ammonia, Blood Manure, Agricultural Lime, W.M.E. Co., Gear's and Fyson's. Special Manures for Gardens and Fruit Trees. Pop Dressing Machine, suitable for Lime or Manure for pastures, also, on hire. We carry stocks of all Manures at M'Rich's, Eastbourne.	[734, 802, 851, 925]
ad-subline: IDEAL DAIRY FARM.	[508, 98, 573, 106]
ad-subline: THE MART, PAHIATUA.	[257, 1015, 331, 1023]
ad-body: DALGETY & CO., LTD., will sell at their Mangahao Road Yards, as above— 50 3yr Lincoln ewes in lamb to Lincoln-Leicester, dip by Breeze.	[10, 566, 117, 599]
ad-subline: Telegraphic Address—'Norris' Tauranga	[612, 1095, 721, 1103]
advertisement	[734, 46, 851, 450]
ad-subline: (Late J. E. Nicol).	[516, 256, 565, 264]
ad-body: 100 acres, freehold, all in grass and all ploughable, 30 acres stumped, ring fenced and well watered, carries 60 cows, 7-roomed house and cow bails, situated 2½ miles from school, 4 miles from factory, 3 miles from railway station, school, p.o., etc. Price £31 per acre; equity £1275. Owner will exchange for a small dairy farm. 239 acres freehold, all in grass, well watered, ring-fenced, 30 acres stumped, mostly undulating, will carry 70 cows and winter them; 5-roomed house, stable, cowbails, sheds, piggeries etc., also £1800 in cash will cover fold and ready for dairying. 44 acres, 6-roomed house, new; splendid orchard, well watered and subdivided, handy to school, creamery, post office, good cheese factory. 71 acres, freehold all flat, well watered, all subdivided, all ploughable, will carry 90 cows and winter them. 235 acres, Ekatahuna Reserve, 5 years to go with right of renewal, all in grass, well watered, subdivided into 7 paddocks, 5-roomed house with all modern conveniences, woolshed, cowshed, etc. Rent £31 per acre; mortgage equity £1500. The owner will exchange for 600 or 700 acres of sheep country.	[608, 388, 725, 626]
ad-subline: AUCTIONEERS.	[269, 673, 319, 681]
ad-body: The Wairarapa Farmers' Co-operative Association will supply all particulars and fulfil orders. Place a trial order today. Like Mr Matthews you will never regret it.	[482, 1002, 599, 1034]
ad-body: MR JOHN BOXHALL desires to notify customers and the general public that he has taken over the business lately carried on under the style of 'Lee and Boxhall,' as from the 1st March, 1910. All dues to the firm must be paid to him, and all liabilities of the firm will be discharged by him.	[126, 1214, 232, 1280]
advertisement	[126, 766, 232, 842]
ad-subline: At 11.30 a.m.	[45, 486, 82, 494]
ad-signature: J. McQUEEN & SONS, Auctioneers.	[246, 377, 347, 385]
